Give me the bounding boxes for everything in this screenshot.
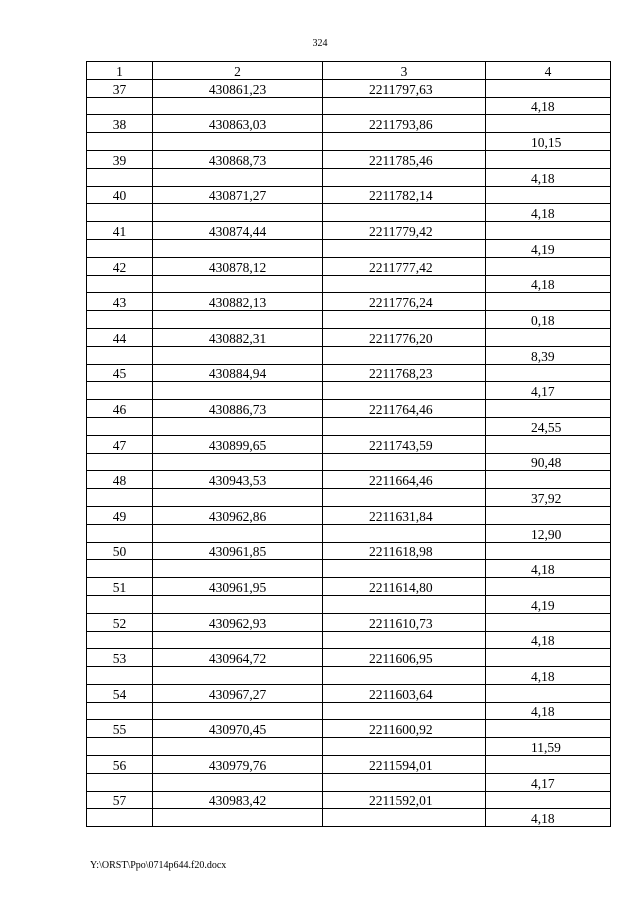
x-coordinate: 430884,94: [153, 364, 323, 382]
empty-cell: [153, 239, 323, 257]
empty-cell: [486, 613, 611, 631]
y-coordinate: 2211776,24: [323, 293, 486, 311]
y-coordinate: 2211610,73: [323, 613, 486, 631]
segment-length: 4,18: [486, 560, 611, 578]
table-row: [87, 578, 611, 596]
empty-cell: [323, 809, 486, 827]
table-row: [87, 667, 611, 685]
table-row: [87, 168, 611, 186]
point-number: 57: [87, 791, 153, 809]
table-row: [87, 133, 611, 151]
empty-cell: [323, 702, 486, 720]
empty-cell: [153, 631, 323, 649]
page-number: 324: [312, 38, 328, 49]
segment-length: 4,18: [486, 809, 611, 827]
empty-cell: [153, 524, 323, 542]
empty-cell: [486, 684, 611, 702]
point-number: 55: [87, 720, 153, 738]
empty-cell: [153, 702, 323, 720]
empty-cell: [323, 560, 486, 578]
point-number: 54: [87, 684, 153, 702]
table-row: [87, 275, 611, 293]
y-coordinate: 2211764,46: [323, 400, 486, 418]
segment-length: 4,19: [486, 595, 611, 613]
table-row: [87, 506, 611, 524]
empty-cell: [153, 595, 323, 613]
empty-cell: [486, 364, 611, 382]
table-row: [87, 595, 611, 613]
empty-cell: [323, 417, 486, 435]
empty-cell: [323, 738, 486, 756]
y-coordinate: 2211743,59: [323, 435, 486, 453]
empty-cell: [323, 524, 486, 542]
table-row: [87, 239, 611, 257]
segment-length: 4,18: [486, 702, 611, 720]
y-coordinate: 2211782,14: [323, 186, 486, 204]
y-coordinate: 2211777,42: [323, 257, 486, 275]
empty-cell: [323, 97, 486, 115]
point-number: 42: [87, 257, 153, 275]
segment-length: 12,90: [486, 524, 611, 542]
y-coordinate: 2211606,95: [323, 649, 486, 667]
empty-cell: [87, 311, 153, 329]
point-number: 38: [87, 115, 153, 133]
x-coordinate: 430874,44: [153, 222, 323, 240]
x-coordinate: 430871,27: [153, 186, 323, 204]
table-row: [87, 738, 611, 756]
table-row: [87, 257, 611, 275]
segment-length: 4,18: [486, 631, 611, 649]
empty-cell: [153, 204, 323, 222]
table-row: [87, 720, 611, 738]
y-coordinate: 2211793,86: [323, 115, 486, 133]
empty-cell: [87, 738, 153, 756]
x-coordinate: 430863,03: [153, 115, 323, 133]
x-coordinate: 430962,93: [153, 613, 323, 631]
empty-cell: [323, 453, 486, 471]
empty-cell: [87, 702, 153, 720]
y-coordinate: 2211603,64: [323, 684, 486, 702]
empty-cell: [87, 524, 153, 542]
empty-cell: [153, 809, 323, 827]
empty-cell: [323, 382, 486, 400]
y-coordinate: 2211631,84: [323, 506, 486, 524]
x-coordinate: 430970,45: [153, 720, 323, 738]
x-coordinate: 430886,73: [153, 400, 323, 418]
table-row: [87, 97, 611, 115]
table-row: [87, 346, 611, 364]
empty-cell: [87, 667, 153, 685]
table-header-row: [87, 62, 611, 80]
table-row: [87, 435, 611, 453]
empty-cell: [87, 489, 153, 507]
point-number: 40: [87, 186, 153, 204]
table-row: [87, 791, 611, 809]
segment-length: 4,18: [486, 168, 611, 186]
empty-cell: [153, 489, 323, 507]
table-row: [87, 79, 611, 97]
empty-cell: [486, 791, 611, 809]
empty-cell: [486, 578, 611, 596]
table-row: [87, 702, 611, 720]
segment-length: 4,18: [486, 97, 611, 115]
empty-cell: [323, 667, 486, 685]
segment-length: 90,48: [486, 453, 611, 471]
empty-cell: [323, 239, 486, 257]
table-row: [87, 684, 611, 702]
table-row: [87, 328, 611, 346]
empty-cell: [323, 133, 486, 151]
point-number: 56: [87, 756, 153, 774]
empty-cell: [153, 382, 323, 400]
empty-cell: [486, 506, 611, 524]
empty-cell: [486, 756, 611, 774]
table-row: [87, 382, 611, 400]
empty-cell: [323, 631, 486, 649]
table-row: [87, 417, 611, 435]
empty-cell: [87, 204, 153, 222]
point-number: 49: [87, 506, 153, 524]
x-coordinate: 430943,53: [153, 471, 323, 489]
table-row: [87, 631, 611, 649]
point-number: 50: [87, 542, 153, 560]
table-row: [87, 150, 611, 168]
x-coordinate: 430967,27: [153, 684, 323, 702]
empty-cell: [323, 204, 486, 222]
empty-cell: [87, 133, 153, 151]
empty-cell: [87, 239, 153, 257]
empty-cell: [153, 560, 323, 578]
x-coordinate: 430964,72: [153, 649, 323, 667]
y-coordinate: 2211785,46: [323, 150, 486, 168]
y-coordinate: 2211618,98: [323, 542, 486, 560]
empty-cell: [486, 115, 611, 133]
y-coordinate: 2211768,23: [323, 364, 486, 382]
segment-length: 4,19: [486, 239, 611, 257]
empty-cell: [153, 311, 323, 329]
header-col-3: 3: [323, 62, 486, 80]
table-row: [87, 311, 611, 329]
header-col-1: 1: [87, 62, 153, 80]
segment-length: 4,17: [486, 382, 611, 400]
empty-cell: [486, 400, 611, 418]
point-number: 51: [87, 578, 153, 596]
x-coordinate: 430983,42: [153, 791, 323, 809]
segment-length: 4,18: [486, 204, 611, 222]
point-number: 37: [87, 79, 153, 97]
empty-cell: [486, 293, 611, 311]
point-number: 45: [87, 364, 153, 382]
empty-cell: [153, 773, 323, 791]
empty-cell: [87, 809, 153, 827]
table-row: [87, 204, 611, 222]
empty-cell: [87, 97, 153, 115]
segment-length: 4,17: [486, 773, 611, 791]
empty-cell: [486, 222, 611, 240]
empty-cell: [486, 328, 611, 346]
table-row: [87, 453, 611, 471]
point-number: 47: [87, 435, 153, 453]
segment-length: 4,18: [486, 667, 611, 685]
header-col-4: 4: [486, 62, 611, 80]
empty-cell: [323, 168, 486, 186]
empty-cell: [87, 417, 153, 435]
point-number: 46: [87, 400, 153, 418]
table-row: [87, 809, 611, 827]
x-coordinate: 430961,85: [153, 542, 323, 560]
x-coordinate: 430882,31: [153, 328, 323, 346]
empty-cell: [153, 453, 323, 471]
table-row: [87, 222, 611, 240]
point-number: 48: [87, 471, 153, 489]
empty-cell: [87, 773, 153, 791]
empty-cell: [87, 595, 153, 613]
table-row: [87, 613, 611, 631]
y-coordinate: 2211779,42: [323, 222, 486, 240]
x-coordinate: 430868,73: [153, 150, 323, 168]
table-row: [87, 115, 611, 133]
empty-cell: [486, 720, 611, 738]
empty-cell: [486, 79, 611, 97]
empty-cell: [87, 275, 153, 293]
x-coordinate: 430962,86: [153, 506, 323, 524]
table-row: [87, 364, 611, 382]
table-row: [87, 773, 611, 791]
x-coordinate: 430878,12: [153, 257, 323, 275]
empty-cell: [486, 471, 611, 489]
x-coordinate: 430961,95: [153, 578, 323, 596]
table-row: [87, 649, 611, 667]
empty-cell: [87, 631, 153, 649]
empty-cell: [486, 257, 611, 275]
empty-cell: [153, 346, 323, 364]
empty-cell: [153, 97, 323, 115]
empty-cell: [87, 346, 153, 364]
table-row: [87, 524, 611, 542]
empty-cell: [87, 560, 153, 578]
empty-cell: [153, 667, 323, 685]
table-row: [87, 293, 611, 311]
header-col-2: 2: [153, 62, 323, 80]
empty-cell: [486, 150, 611, 168]
empty-cell: [486, 649, 611, 667]
empty-cell: [87, 382, 153, 400]
segment-length: 4,18: [486, 275, 611, 293]
table-row: [87, 756, 611, 774]
empty-cell: [153, 133, 323, 151]
empty-cell: [323, 311, 486, 329]
empty-cell: [323, 275, 486, 293]
x-coordinate: 430979,76: [153, 756, 323, 774]
y-coordinate: 2211614,80: [323, 578, 486, 596]
coordinates-table: [86, 61, 611, 827]
point-number: 44: [87, 328, 153, 346]
table-row: [87, 542, 611, 560]
file-path-footer: Y:\ORST\Ppo\0714p644.f20.docx: [90, 860, 227, 871]
x-coordinate: 430899,65: [153, 435, 323, 453]
table-row: [87, 186, 611, 204]
empty-cell: [153, 417, 323, 435]
point-number: 43: [87, 293, 153, 311]
table-row: [87, 489, 611, 507]
segment-length: 24,55: [486, 417, 611, 435]
y-coordinate: 2211776,20: [323, 328, 486, 346]
y-coordinate: 2211600,92: [323, 720, 486, 738]
y-coordinate: 2211592,01: [323, 791, 486, 809]
segment-length: 10,15: [486, 133, 611, 151]
table-body: [87, 79, 611, 826]
empty-cell: [153, 275, 323, 293]
empty-cell: [323, 595, 486, 613]
empty-cell: [153, 168, 323, 186]
empty-cell: [87, 453, 153, 471]
y-coordinate: 2211664,46: [323, 471, 486, 489]
empty-cell: [323, 489, 486, 507]
empty-cell: [486, 435, 611, 453]
x-coordinate: 430861,23: [153, 79, 323, 97]
segment-length: 8,39: [486, 346, 611, 364]
segment-length: 37,92: [486, 489, 611, 507]
point-number: 52: [87, 613, 153, 631]
table-row: [87, 471, 611, 489]
empty-cell: [323, 773, 486, 791]
y-coordinate: 2211797,63: [323, 79, 486, 97]
empty-cell: [153, 738, 323, 756]
y-coordinate: 2211594,01: [323, 756, 486, 774]
point-number: 39: [87, 150, 153, 168]
empty-cell: [323, 346, 486, 364]
empty-cell: [486, 542, 611, 560]
table-row: [87, 400, 611, 418]
table-row: [87, 560, 611, 578]
empty-cell: [486, 186, 611, 204]
segment-length: 0,18: [486, 311, 611, 329]
x-coordinate: 430882,13: [153, 293, 323, 311]
point-number: 41: [87, 222, 153, 240]
point-number: 53: [87, 649, 153, 667]
empty-cell: [87, 168, 153, 186]
segment-length: 11,59: [486, 738, 611, 756]
